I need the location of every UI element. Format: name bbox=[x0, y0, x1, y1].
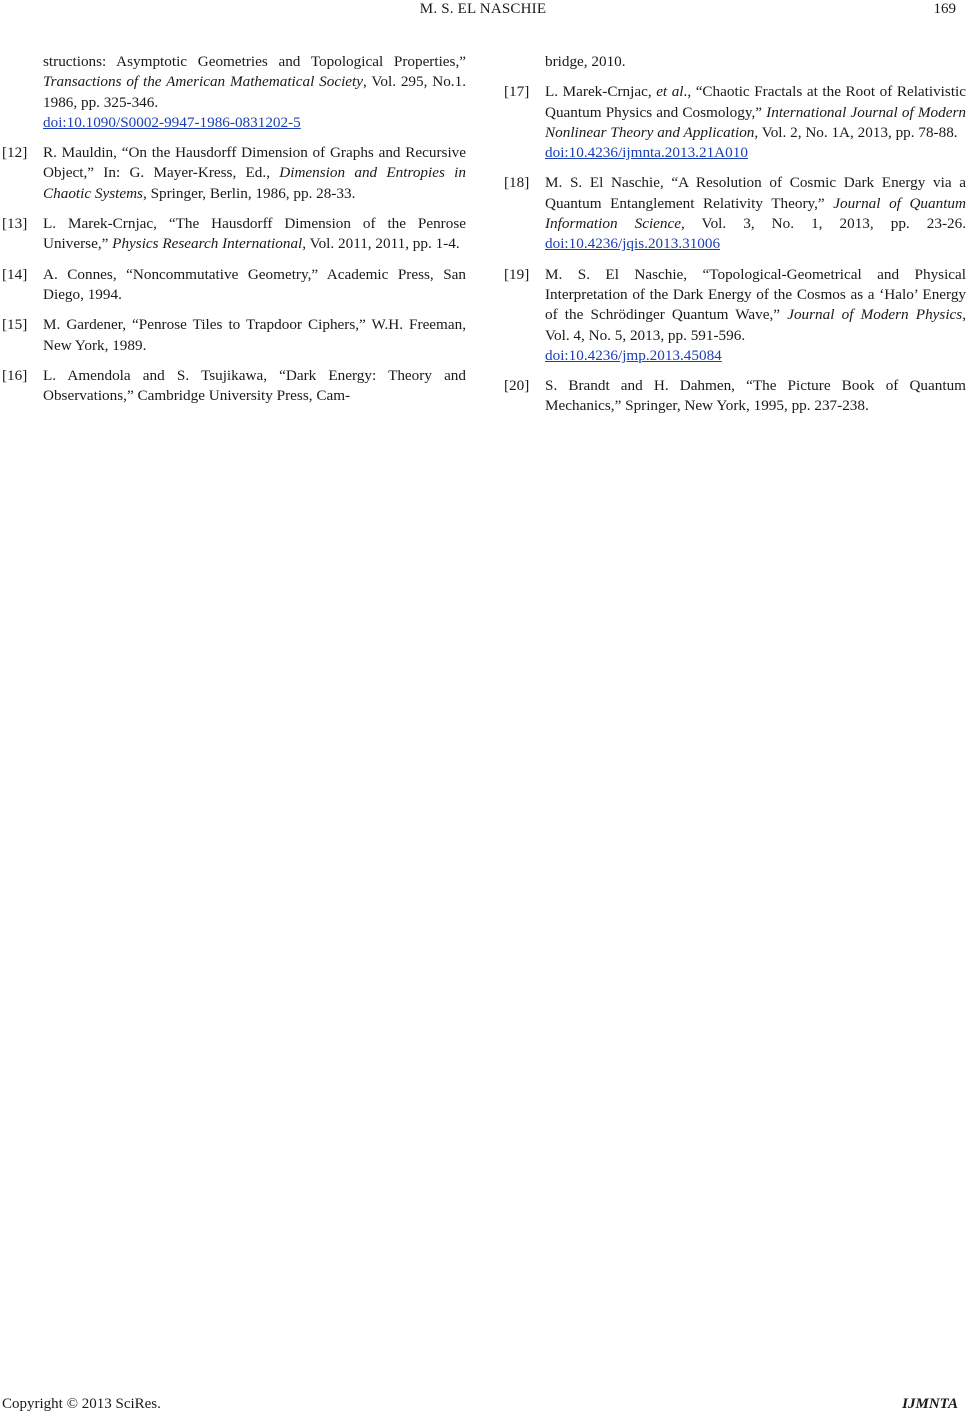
reference-14: [14] A. Connes, “Noncommutative Geometry,” Academic Press, San Diego, 1994. bbox=[2, 265, 466, 303]
doi-link[interactable]: doi:10.1090/S0002-9947-1986-0831202-5 bbox=[43, 113, 301, 131]
reference-18: [18] M. S. El Naschie, “A Resolution of Cosmic Dark Energy via a Quantum Entanglement Relativity Theory,” Journal of Quantum Information Science, Vol. 3, No. 1, 2013, pp. 23-26. doi:10.4236/jqis.2013.31006 bbox=[504, 174, 966, 253]
reference-number: [17] bbox=[504, 83, 530, 101]
reference-number: [18] bbox=[504, 174, 530, 192]
reference-number: [20] bbox=[504, 377, 530, 395]
reference-19: [19] M. S. El Naschie, “Topological-Geometrical and Physical Interpretation of the Dark Energy of the Cosmos as a ‘Halo’ Energy of the Schrödinger Quantum Wave,” Journal of Modern Physics, Vol. 4, No. 5, 2013, pp. 591-596. doi:10.4236/jmp.2013.45084 bbox=[504, 265, 966, 364]
reference-number: [13] bbox=[2, 215, 28, 233]
right-column bbox=[502, 52, 966, 427]
copyright-notice: Copyright © 2013 SciRes. bbox=[2, 1396, 161, 1412]
reference-12: [12] R. Mauldin, “On the Hausdorff Dimension of Graphs and Recursive Object,” In: G. Mayer-Kress, Ed., Dimension and Entropies in Chaotic Systems, Springer, Berlin, 1986, pp. 28-33. bbox=[2, 144, 466, 202]
reference-number: [12] bbox=[2, 144, 28, 162]
reference-17: [17] L. Marek-Crnjac, et al., “Chaotic Fractals at the Root of Relativistic Quantum Physics and Cosmology,” International Journal of Modern Nonlinear Theory and Application, Vol. 2, No. 1A, 2013, pp. 78-88. doi:10.4236/ijmnta.2013.21A010 bbox=[504, 83, 966, 162]
doi-link[interactable]: doi:10.4236/jmp.2013.45084 bbox=[545, 346, 722, 364]
reference-number: [19] bbox=[504, 265, 530, 283]
reference-16-continued: bridge, 2010. bbox=[545, 53, 626, 70]
running-header-author: M. S. EL NASCHIE bbox=[419, 1, 547, 17]
page-number: 169 bbox=[933, 1, 956, 17]
reference-13: [13] L. Marek-Crnjac, “The Hausdorff Dimension of the Penrose Universe,” Physics Research International, Vol. 2011, 2011, pp. 1-4. bbox=[2, 215, 466, 253]
reference-16: [16] L. Amendola and S. Tsujikawa, “Dark Energy: Theory and Observations,” Cambridge University Press, Cam- bbox=[2, 366, 466, 405]
left-column bbox=[0, 52, 466, 416]
reference-number: [16] bbox=[2, 366, 28, 384]
reference-11-continued: structions: Asymptotic Geometries and Topological Properties,” Transactions of the American Mathematical Society, Vol. 295, No.1. 1986, pp. 325-346. doi:10.1090/S0002-9947-1986-0831202-5 bbox=[43, 53, 466, 131]
doi-link[interactable]: doi:10.4236/ijmnta.2013.21A010 bbox=[545, 144, 748, 162]
journal-abbreviation: IJMNTA bbox=[902, 1396, 958, 1412]
reference-number: [14] bbox=[2, 265, 28, 283]
reference-15: [15] M. Gardener, “Penrose Tiles to Trapdoor Ciphers,” W.H. Freeman, New York, 1989. bbox=[2, 316, 466, 354]
reference-number: [15] bbox=[2, 316, 28, 334]
doi-link[interactable]: doi:10.4236/jqis.2013.31006 bbox=[545, 235, 721, 253]
reference-20: [20] S. Brandt and H. Dahmen, “The Picture Book of Quantum Mechanics,” Springer, New York, 1995, pp. 237-238. bbox=[504, 377, 966, 415]
